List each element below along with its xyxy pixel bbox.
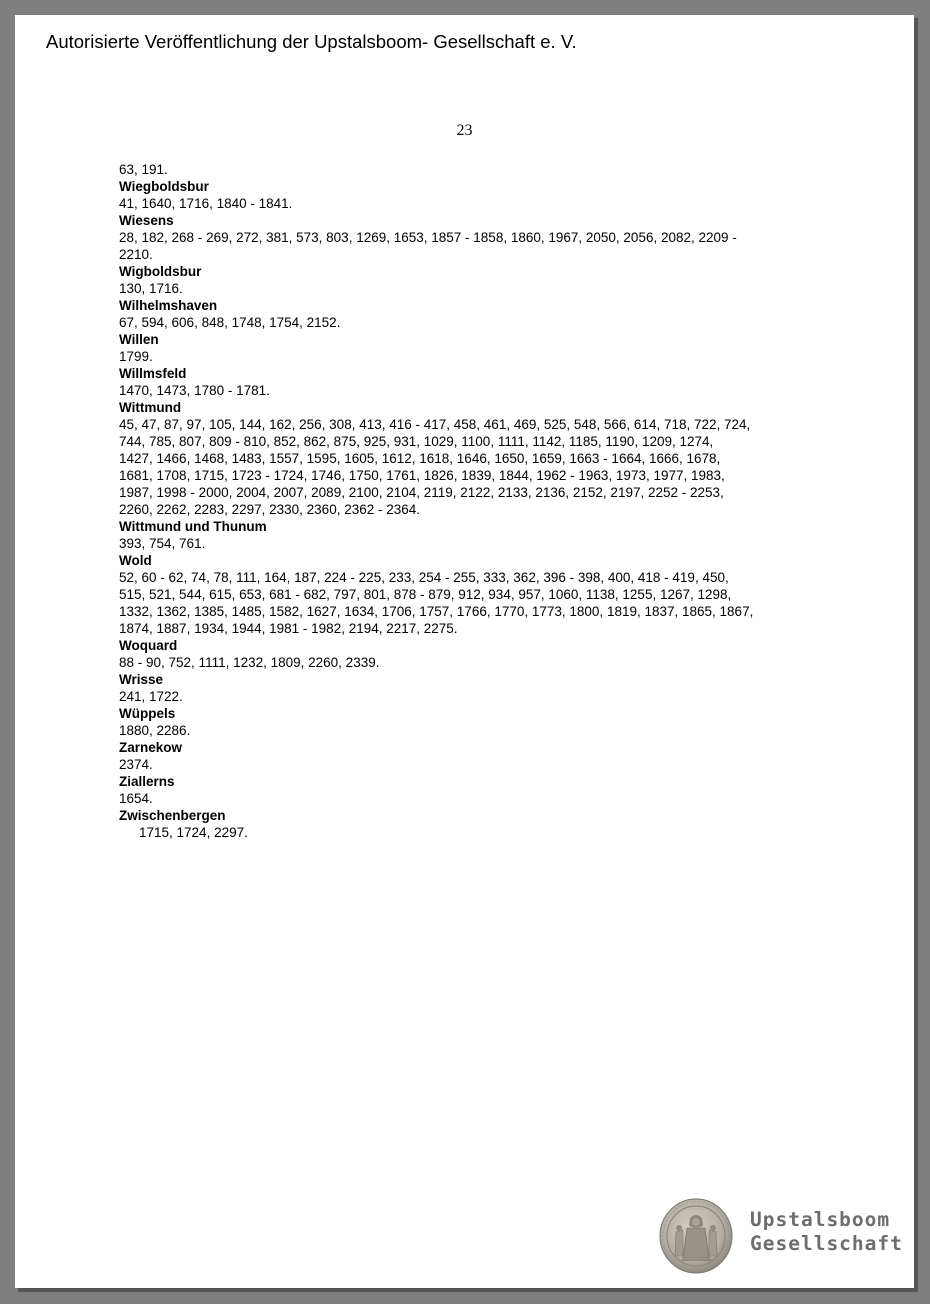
entry-name: Ziallerns <box>119 774 175 789</box>
entry-name: Wigboldsbur <box>119 264 202 279</box>
header-title: Autorisierte Veröffentlichung der Upstalsboom- Gesellschaft e. V. <box>46 31 577 52</box>
entry-refs: 88 - 90, 752, 1111, 1232, 1809, 2260, 2339. <box>119 655 380 670</box>
entry-name: Wrisse <box>119 672 164 687</box>
entry-refs: 67, 594, 606, 848, 1748, 1754, 2152. <box>119 315 341 330</box>
entry-refs: 28, 182, 268 - 269, 272, 381, 573, 803, 1269, 1653, 1857 - 1858, 1860, 1967, 2050, 2056, 2082, 2209 - 2210. <box>119 230 737 262</box>
entry-name: Zarnekow <box>119 740 183 755</box>
entry-name: Zwischenbergen <box>119 808 226 823</box>
entry-refs: 393, 754, 761. <box>119 536 206 551</box>
entry-name: Wilhelmshaven <box>119 298 218 313</box>
entry-refs: 130, 1716. <box>119 281 183 296</box>
entry-refs: 2374. <box>119 757 153 772</box>
document-page <box>15 15 914 1288</box>
page-shadow-bottom <box>18 1288 918 1292</box>
entry-refs: 52, 60 - 62, 74, 78, 111, 164, 187, 224 - 225, 233, 254 - 255, 333, 362, 396 - 398, 400, 418 - 419, 450, 515, 521, 544, 615, 653, 681 - 682, 797, 801, 878 - 879, 912, 934, 957, 1060, 1138, 1255, 1267, 1298, 1332, 1362, 1385, 1485, 1582, 1627, 1634, 1706, 1757, 1766, 1770, 1773, 1800, 1819, 1837, 1865, 1867, 1874, 1887, 1934, 1944, 1981 - 1982, 2194, 2217, 2275. <box>119 570 754 636</box>
logo-line-1: Upstalsboom <box>750 1208 891 1231</box>
society-logo <box>659 1198 904 1276</box>
entry-refs: 241, 1722. <box>119 689 183 704</box>
entry-refs: 45, 47, 87, 97, 105, 144, 162, 256, 308, 413, 416 - 417, 458, 461, 469, 525, 548, 566, 614, 718, 722, 724, 744, 785, 807, 809 - 810, 852, 862, 875, 925, 931, 1029, 1100, 1111, 1142, 1185, 1190, 1209, 1274, 1427, 1466, 1468, 1483, 1557, 1595, 1605, 1612, 1618, 1646, 1650, 1659, 1663 - 1664, 1666, 1678, 1681, 1708, 1715, 1723 - 1724, 1746, 1750, 1761, 1826, 1839, 1844, 1962 - 1963, 1973, 1977, 1983, 1987, 1998 - 2000, 2004, 2007, 2089, 2100, 2104, 2119, 2122, 2133, 2136, 2152, 2197, 2252 - 2253, 2260, 2262, 2283, 2297, 2330, 2360, 2362 - 2364. <box>119 417 751 517</box>
entry-refs: 41, 1640, 1716, 1840 - 1841. <box>119 196 293 211</box>
entry-refs: 1470, 1473, 1780 - 1781. <box>119 383 270 398</box>
entry-refs: 1654. <box>119 791 153 806</box>
entry-name: Woquard <box>119 638 178 653</box>
entry-name: Wiesens <box>119 213 174 228</box>
entry-name: Wittmund <box>119 400 182 415</box>
entry-name: Willen <box>119 332 159 347</box>
seal-icon <box>659 1198 733 1274</box>
entry-name: Wiegboldsbur <box>119 179 209 194</box>
entry-name: Wüppels <box>119 706 176 721</box>
entry-refs: 1799. <box>119 349 153 364</box>
entry-name: Wittmund und Thunum <box>119 519 267 534</box>
entry-refs: 1880, 2286. <box>119 723 191 738</box>
entry-name: Willmsfeld <box>119 366 187 381</box>
page-number: 23 <box>456 122 473 139</box>
entry-refs: 1715, 1724, 2297. <box>139 825 248 840</box>
page-shadow-right <box>914 18 918 1291</box>
lead-refs: 63, 191. <box>119 162 168 177</box>
place-index <box>119 161 819 841</box>
logo-line-2: Gesellschaft <box>750 1232 903 1255</box>
entry-name: Wold <box>119 553 152 568</box>
